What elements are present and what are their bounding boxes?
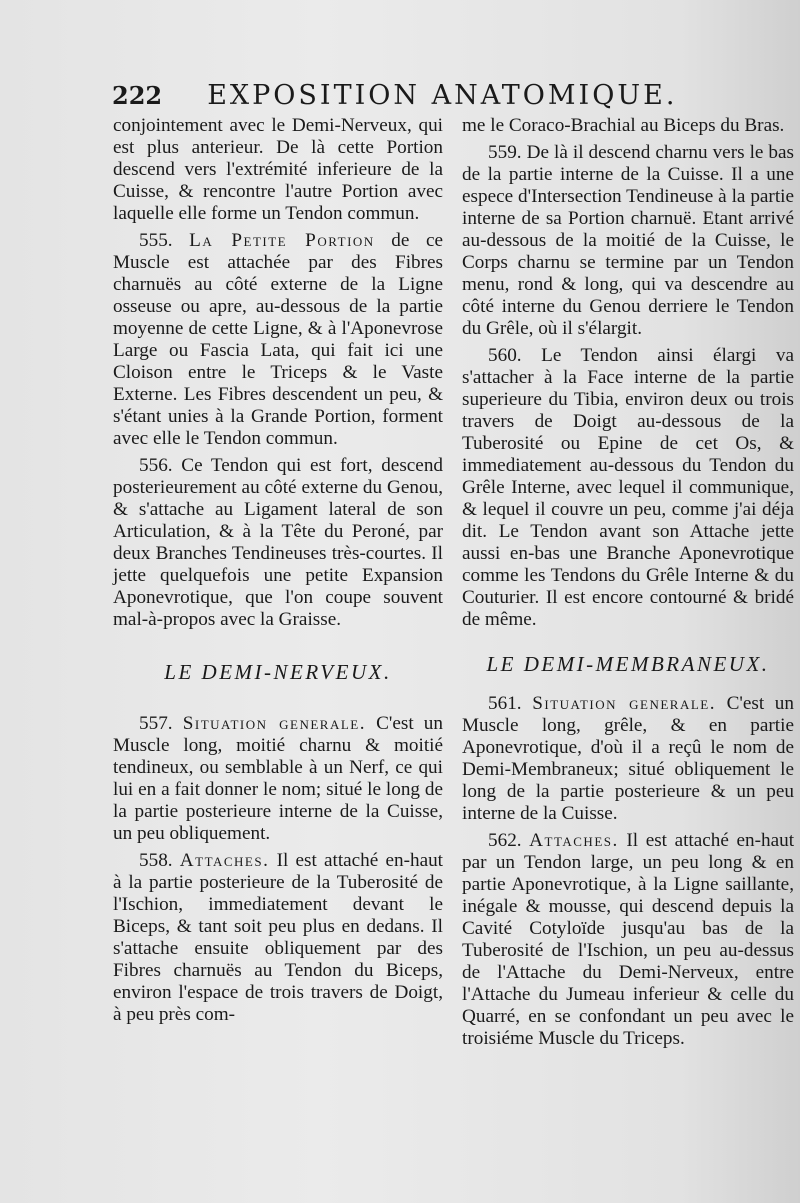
paragraph-number: 557. [139,713,173,734]
paragraph-number: 555. [139,230,173,251]
paragraph-560 [462,345,794,631]
paragraph-number: 562. [488,830,522,851]
section-heading-demi-nerveux: LE DEMI-NERVEUX. [164,660,392,684]
paragraph-continuation: me le Coraco-Brachial au Biceps du Bras. [462,115,785,136]
page-number: 222 [112,81,163,110]
left-column [113,115,443,1026]
paragraph-text: C'est un Muscle long, grêle, & en partie Aponevrotique, d'où il a reçû le nom de Demi-Membraneux; situé obliquement le long de la partie posterieure & un peu interne de la Cuisse. [462,693,794,824]
paragraph-heading: Situation generale. [182,713,367,734]
running-title: EXPOSITION ANATOMIQUE. [207,80,678,111]
paragraph-text: Il est attaché en-haut par un Tendon large, un peu long & en partie Aponevrotique, à la Ligne saillante, inégale & mousse, qui descend depuis la Cavité Cotyloïde jusqu'au bas de la Tuberosité de l'Ischion, un peu au-dessus de l'Attache du Demi-Nerveux, entre l'Attache du Jumeau inferieur & celle du Quarré, en se confondant un peu avec le troisiéme Muscle du Triceps. [462,830,795,1049]
paragraph-heading: Attaches. [529,830,619,851]
paragraph-559 [462,142,794,340]
paragraph-heading: La Petite Portion [189,230,375,251]
paragraph-number: 560. [488,345,522,366]
paragraph-text: C'est un Muscle long, moitié charnu & moitié tendineux, ou semblable à un Nerf, ce qui lui en a fait donner le nom; situé le long de la partie posterieure interne de la Cuisse, un peu obliquement. [113,713,443,844]
paragraph-number: 556. [139,455,173,476]
paragraph-heading: Attaches. [179,850,270,871]
paragraph-562 [462,830,794,1050]
paragraph-text: Il est attaché en-haut à la partie posterieure de la Tuberosité de l'Ischion, immediatement devant le Biceps, & tant soit peu plus en dedans. Il s'attache ensuite obliquement par des Fibres charnuës au Tendon du Biceps, environ l'espace de trois travers de Doigt, à peu près com- [113,850,444,1025]
paragraph-556 [113,455,443,631]
page-header [112,80,792,114]
section-heading-demi-membraneux: LE DEMI-MEMBRANEUX. [486,652,770,676]
paragraph-557 [113,713,443,845]
paragraph-number: 561. [488,693,522,714]
paragraph-text: De là il descend charnu vers le bas de la partie interne de la Cuisse. Il a une espece d'Intersection Tendineuse à la partie interne de sa Portion charnuë. Etant arrivé au-dessous de la moitié de la Cuisse, le Corps charnu se termine par un Tendon menu, rond & long, qui va descendre au côté interne du Genou derriere le Tendon du Grêle, où il s'élargit. [462,142,795,339]
paragraph-continuation: conjointement avec le Demi-Nerveux, qui est plus anterieur. De là cette Portion descend vers l'extrémité inferieure de la Cuisse, & rencontre l'autre Portion avec laquelle elle forme un Tendon commun. [113,115,443,224]
paragraph-561 [462,693,794,825]
paragraph-heading: Situation generale. [532,693,717,714]
paragraph-text: de ce Muscle est attachée par des Fibres charnuës au côté externe de la Ligne osseuse ou apre, au-dessous de la partie moyenne de cette Ligne, & à l'Aponevrose Large ou Fascia Lata, qui fait ici une Cloison entre le Triceps & le Vaste Externe. Les Fibres descendent un peu, & s'étant unies à la Grande Portion, forment avec elle le Tendon commun. [113,230,443,449]
paragraph-555 [113,230,443,450]
paragraph-558 [113,850,443,1026]
paragraph-number: 559. [488,142,522,163]
paragraph-number: 558. [139,850,173,871]
right-column [462,115,794,1050]
paragraph-text: Le Tendon ainsi élargi va s'attacher à la Face interne de la partie superieure du Tibia, environ deux ou trois travers de Doigt au-dessous de la Tuberosité ou Epine de cet Os, & immediatement au-dessous du Tendon du Grêle Interne, avec lequel il communique, & lequel il couvre un peu, comme j'ai déja dit. Le Tendon avant son Attache jette aussi en-bas une Branche Aponevrotique comme les Tendons du Grêle Interne & du Couturier. Il est encore contourné & bridé de même. [462,345,794,630]
paragraph-text: Ce Tendon qui est fort, descend posterieurement au côté externe du Genou, & s'attache au Ligament lateral de son Articulation, & à la Tête du Peroné, par deux Branches Tendineuses très-courtes. Il jette quelquefois une petite Expansion Aponevrotique, que l'on coupe souvent mal-à-propos avec la Graisse. [113,455,444,630]
